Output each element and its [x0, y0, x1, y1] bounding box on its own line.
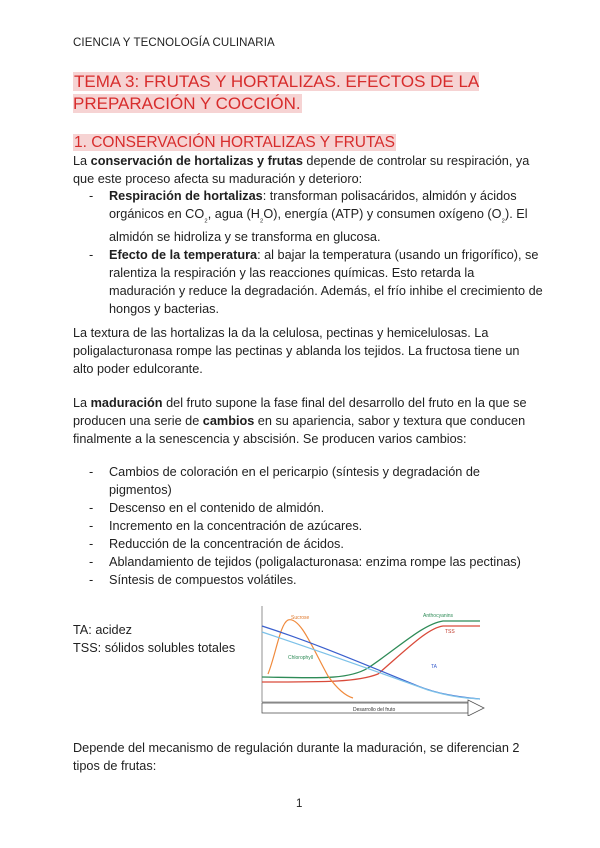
- list-item: - Incremento en la concentración de azúcares.: [73, 517, 543, 535]
- abbreviation-tss: TSS: sólidos solubles totales: [73, 641, 236, 655]
- closing-paragraph: Depende del mecanismo de regulación durante la maduración, se diferencian 2 tipos de frutas:: [73, 741, 520, 773]
- abbreviation-ta: TA: acidez: [73, 623, 132, 637]
- changes-list: [73, 463, 543, 589]
- page-number: 1: [296, 798, 303, 810]
- ripening-figure: [258, 604, 488, 716]
- abbreviations: [73, 621, 235, 657]
- label-chlorophyll: Chlorophyll: [288, 655, 314, 661]
- running-header: CIENCIA Y TECNOLOGÍA CULINARIA: [73, 37, 275, 49]
- respiration-list: [73, 187, 543, 318]
- maturation-paragraph: La maduración del fruto supone la fase final del desarrollo del fruto en la que se producen una serie de cambios en su apariencia, sabor y textura que conducen finalmente a la senescencia y abscisión. Se producen varios cambios:: [73, 396, 527, 446]
- document-title: TEMA 3: FRUTAS Y HORTALIZAS. EFECTOS DE LA PREPARACIÓN Y COCCIÓN.: [73, 72, 480, 113]
- texture-paragraph: La textura de las hortalizas la da la celulosa, pectinas y hemicelulosas. La poligalacturonasa rompe las pectinas y ablanda los tejidos. La fructosa tiene un alto poder edulcorante.: [73, 326, 520, 376]
- label-sucrose: Sucrose: [291, 615, 310, 621]
- label-tss: TSS: [445, 629, 455, 635]
- list-item: - Descenso en el contenido de almidón.: [73, 499, 543, 517]
- list-item: - Respiración de hortalizas: transforman polisacáridos, almidón y ácidos orgánicos en $CO_{_2}$, agua $(H_{_2}O)$, energía (ATP) y consumen oxígeno $(O_{_2})$. El almidón se hidroliza y se transforma en glucosa.: [73, 187, 543, 246]
- figure-arrow-head: [468, 700, 484, 716]
- curve-ta: [262, 626, 480, 699]
- list-item: - Efecto de la temperatura: al bajar la temperatura (usando un frigorífico), se ralentiza la respiración y las reacciones químicas. Esto retarda la maduración y reduce la degradación. Además, el frío inhibe el crecimiento de hongos y bacterias.: [73, 246, 543, 318]
- list-item: - Síntesis de compuestos volátiles.: [73, 571, 543, 589]
- list-item: - Ablandamiento de tejidos (poligalacturonasa: enzima rompe las pectinas): [73, 553, 543, 571]
- label-anthocyanins: Anthocyanins: [423, 613, 454, 619]
- figure-axis-label: Desarrollo del fruto: [353, 707, 396, 713]
- list-item: - Reducción de la concentración de ácidos.: [73, 535, 543, 553]
- intro-paragraph: La conservación de hortalizas y frutas depende de controlar su respiración, ya que este proceso afecta su maduración y deterioro:: [73, 154, 530, 186]
- label-ta: TA: [431, 664, 438, 670]
- section-heading: 1. CONSERVACIÓN HORTALIZAS Y FRUTAS: [74, 134, 395, 151]
- list-item: - Cambios de coloración en el pericarpio (síntesis y degradación de pigmentos): [73, 463, 543, 499]
